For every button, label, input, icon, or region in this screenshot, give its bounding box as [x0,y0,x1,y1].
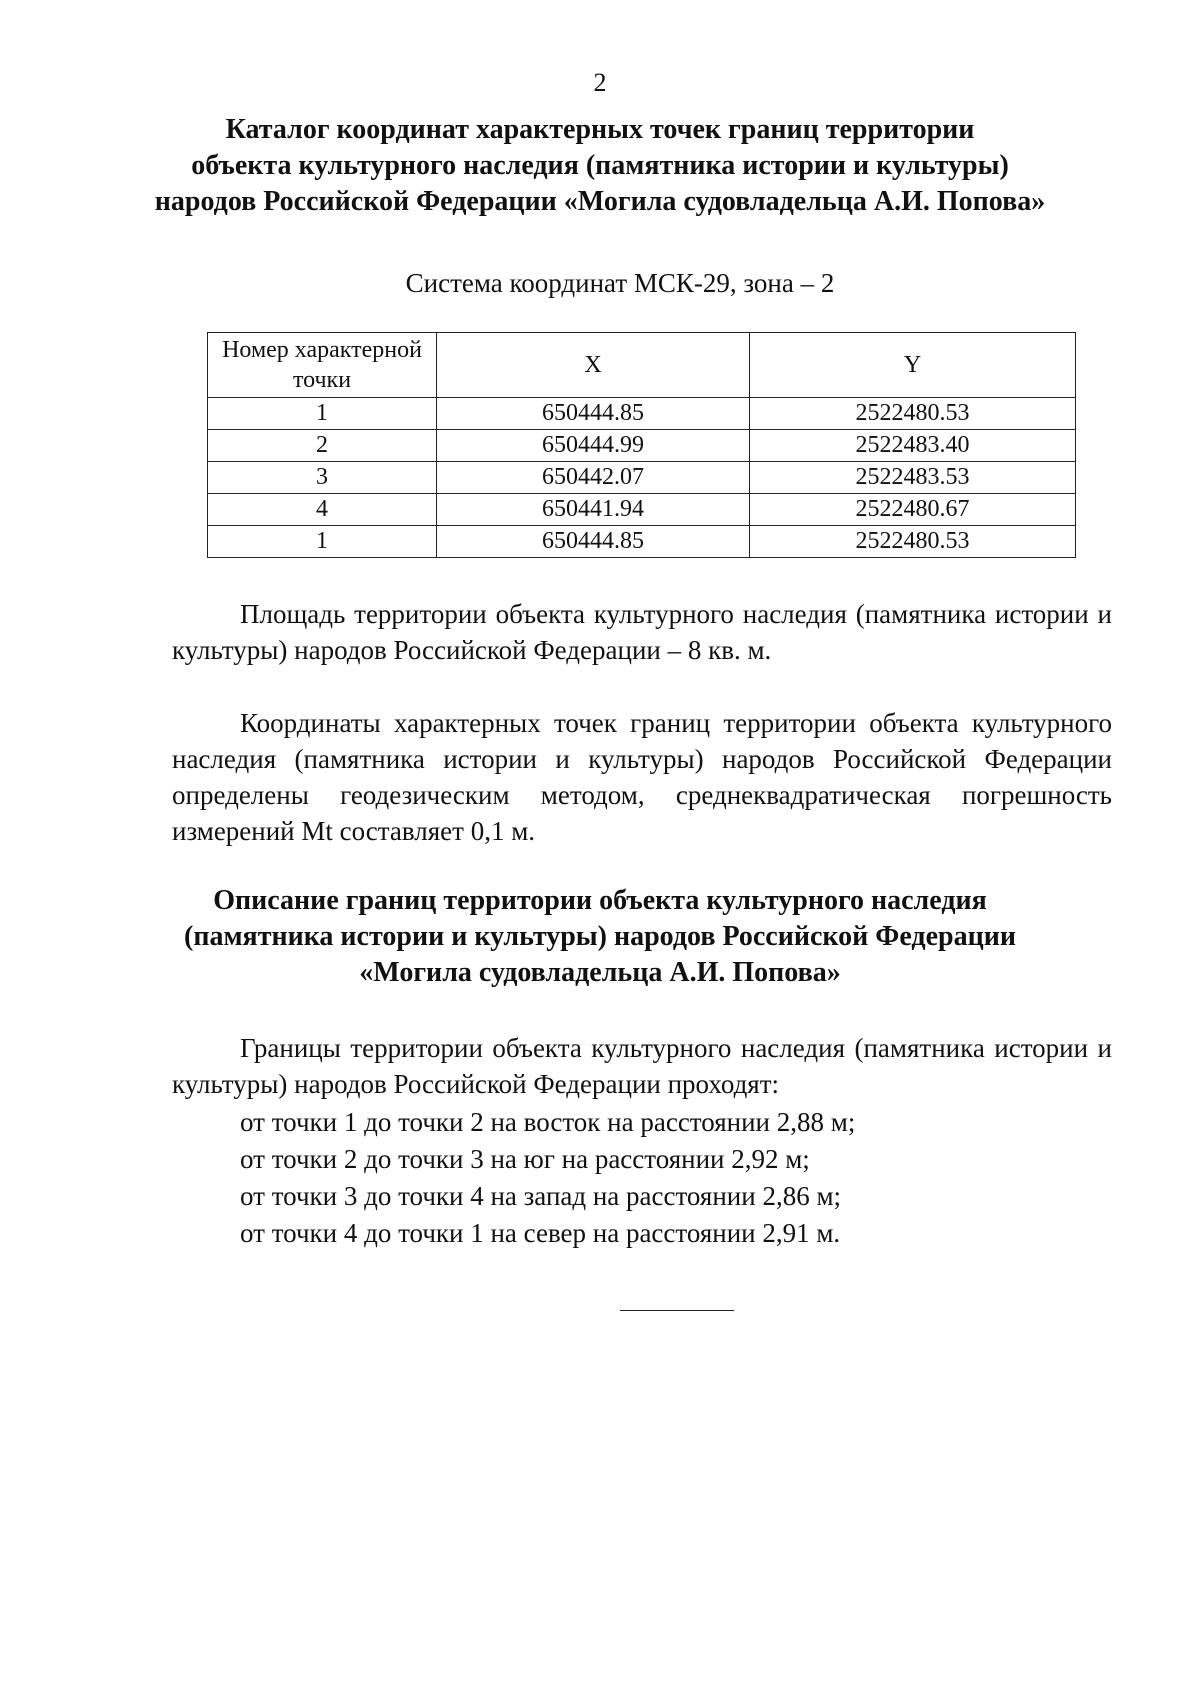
end-rule-divider [620,1310,734,1311]
point-number-cell: 2 [208,430,437,462]
catalog-title-line: народов Российской Федерации «Могила судовладельца А.И. Попова» [154,186,1046,217]
header-x: X [437,333,750,398]
y-cell: 2522480.67 [750,494,1076,526]
description-title-line: (памятника истории и культуры) народов Российской Федерации [184,921,1016,952]
area-paragraph: Площадь территории объекта культурного наследия (памятника истории и культуры) народов Российской Федерации – 8 кв. м. [172,599,1112,665]
y-cell: 2522483.53 [750,462,1076,494]
boundary-segment: от точки 1 до точки 2 на восток на расстоянии 2,88 м; [240,1107,856,1137]
boundaries-paragraph: Границы территории объекта культурного наследия (памятника истории и культуры) народов Российской Федерации проходят: [172,1033,1112,1099]
y-cell: 2522480.53 [750,398,1076,430]
table-row [208,430,1076,462]
header-point-number: Номер характерной точки [208,333,437,398]
point-number-cell: 1 [208,398,437,430]
x-cell: 650444.99 [437,430,750,462]
boundary-segment: от точки 4 до точки 1 на север на расстоянии 2,91 м. [240,1218,841,1248]
y-cell: 2522480.53 [750,526,1076,558]
table-row [208,462,1076,494]
coordinate-system-label: Система координат МСК-29, зона – 2 [405,268,835,298]
boundary-segments-list [240,1104,1120,1252]
table-row [208,494,1076,526]
boundary-segment: от точки 3 до точки 4 на запад на расстоянии 2,86 м; [240,1181,842,1211]
catalog-title-line: объекта культурного наследия (памятника истории и культуры) [191,150,1009,181]
coordinates-method-paragraph: Координаты характерных точек границ территории объекта культурного наследия (памятника истории и культуры) народов Российской Федерации определены геодезическим методом, среднеквадратическая погрешность измерений Mt составляет 0,1 м. [172,708,1112,846]
page-number: 2 [593,68,607,97]
table-header-row [208,333,1076,398]
x-cell: 650444.85 [437,526,750,558]
description-title-line: Описание границ территории объекта культурного наследия [213,885,987,916]
description-title [150,883,1050,991]
catalog-title-line: Каталог координат характерных точек границ территории [225,114,975,145]
point-number-cell: 1 [208,526,437,558]
x-cell: 650444.85 [437,398,750,430]
table-row [208,526,1076,558]
catalog-title [150,112,1050,220]
header-y: Y [750,333,1076,398]
boundary-segment: от точки 2 до точки 3 на юг на расстоянии 2,92 м; [240,1144,810,1174]
x-cell: 650441.94 [437,494,750,526]
x-cell: 650442.07 [437,462,750,494]
table-row [208,398,1076,430]
y-cell: 2522483.40 [750,430,1076,462]
point-number-cell: 4 [208,494,437,526]
coordinates-table [207,332,1076,558]
description-title-line: «Могила судовладельца А.И. Попова» [359,957,841,988]
point-number-cell: 3 [208,462,437,494]
